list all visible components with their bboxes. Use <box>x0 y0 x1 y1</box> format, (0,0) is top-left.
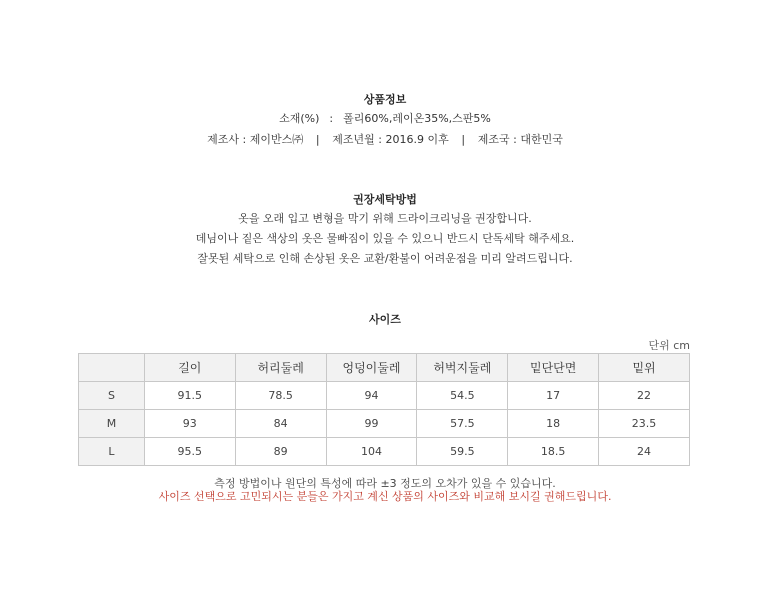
table-header-cell: 엉덩이둘레 <box>326 354 417 382</box>
table-cell: 23.5 <box>599 410 690 438</box>
product-info-title: 상품정보 <box>363 93 407 106</box>
table-cell: 22 <box>599 382 690 410</box>
size-title: 사이즈 <box>369 313 401 326</box>
table-header-cell: 밑위 <box>599 354 690 382</box>
table-cell: 93 <box>144 410 235 438</box>
country-label: 제조국 <box>477 133 510 146</box>
size-table <box>78 353 690 466</box>
washing-line-1: 옷을 오래 입고 변형을 막기 위해 드라이크리닝을 권장합니다. <box>238 212 532 225</box>
manufacture-line <box>0 131 770 147</box>
table-row-label: S <box>79 382 145 410</box>
material-label: 소재(%) <box>279 112 320 125</box>
table-cell: 59.5 <box>417 438 508 466</box>
table-cell: 18.5 <box>508 438 599 466</box>
separator: | <box>461 133 466 146</box>
country-value: : 대한민국 <box>513 133 563 146</box>
table-cell: 24 <box>599 438 690 466</box>
material-colon: : <box>329 112 334 125</box>
date-value: : 2016.9 이후 <box>378 133 449 146</box>
table-row <box>79 410 690 438</box>
table-header-cell: 허벅지둘레 <box>417 354 508 382</box>
material-value: 폴리60%,레이온35%,스판5% <box>343 112 491 125</box>
maker-label: 제조사 <box>207 133 240 146</box>
table-header-cell: 길이 <box>144 354 235 382</box>
washing-line-3: 잘못된 세탁으로 인해 손상된 옷은 교환/환불이 어려운점을 미리 알려드립니다. <box>197 252 573 265</box>
table-row-label: M <box>79 410 145 438</box>
material-line <box>0 110 770 126</box>
table-cell: 95.5 <box>144 438 235 466</box>
table-row <box>79 382 690 410</box>
table-header-cell <box>79 354 145 382</box>
unit-label: 단위 cm <box>648 339 690 352</box>
size-warning: 사이즈 선택으로 고민되시는 분들은 가지고 계신 상품의 사이즈와 비교해 보시길 권해드립니다. <box>158 490 612 503</box>
table-cell: 104 <box>326 438 417 466</box>
washing-line-2: 데님이나 짙은 색상의 옷은 물빠짐이 있을 수 있으니 반드시 단독세탁 해주세요. <box>195 232 575 245</box>
washing-title: 권장세탁방법 <box>353 193 417 206</box>
table-cell: 54.5 <box>417 382 508 410</box>
maker-value: : 제이반스㈜ <box>242 133 304 146</box>
measurement-note: 측정 방법이나 원단의 특성에 따라 ±3 정도의 오차가 있을 수 있습니다. <box>214 477 556 490</box>
table-cell: 78.5 <box>235 382 326 410</box>
table-cell: 84 <box>235 410 326 438</box>
table-header-cell: 밑단단면 <box>508 354 599 382</box>
table-cell: 57.5 <box>417 410 508 438</box>
table-header-row <box>79 354 690 382</box>
table-header-cell: 허리둘레 <box>235 354 326 382</box>
separator: | <box>315 133 320 146</box>
table-cell: 91.5 <box>144 382 235 410</box>
table-cell: 99 <box>326 410 417 438</box>
date-label: 제조년월 <box>332 133 375 146</box>
table-cell: 94 <box>326 382 417 410</box>
table-cell: 18 <box>508 410 599 438</box>
table-cell: 89 <box>235 438 326 466</box>
table-cell: 17 <box>508 382 599 410</box>
table-row-label: L <box>79 438 145 466</box>
table-row <box>79 438 690 466</box>
